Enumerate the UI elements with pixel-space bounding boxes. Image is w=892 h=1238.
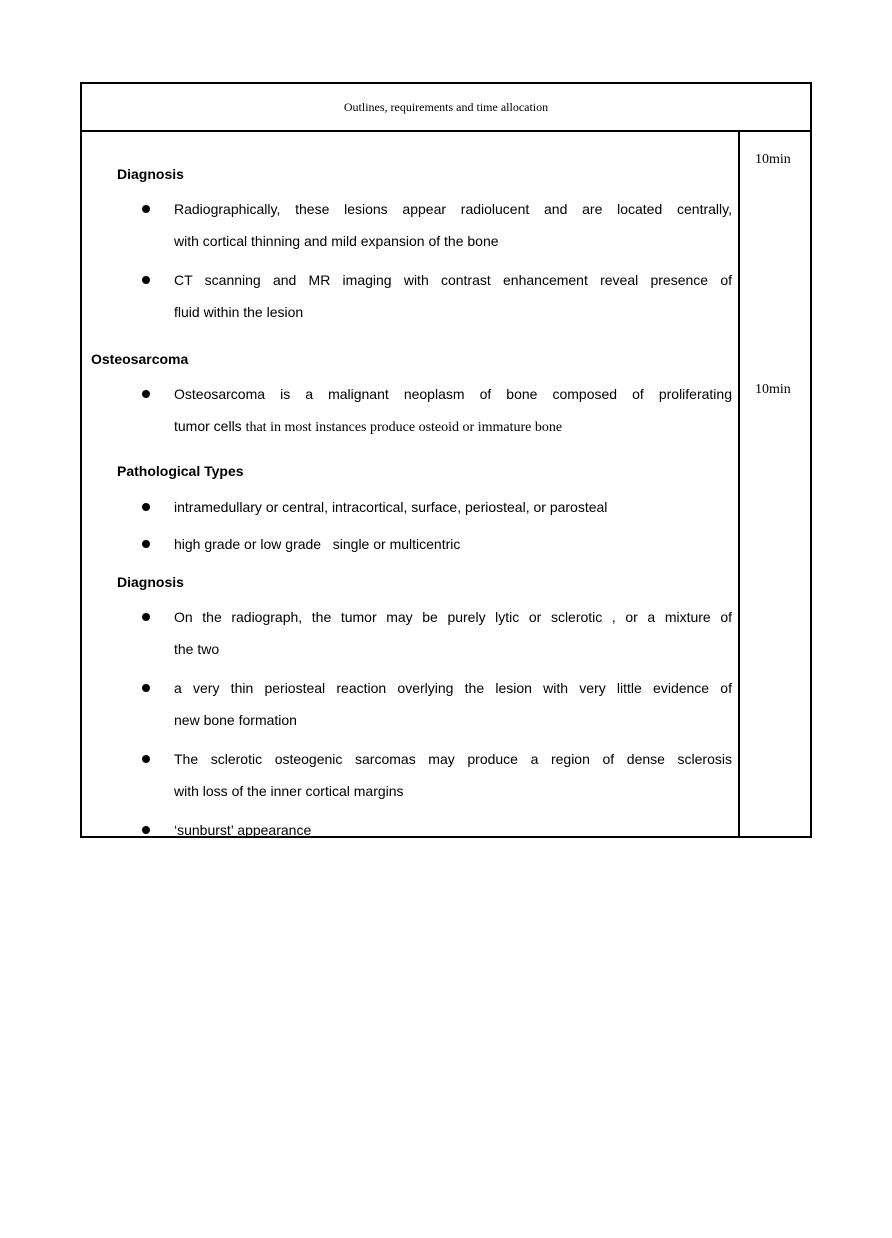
bullet-item: a very thin periosteal reaction overlying the lesion with very little evidence of new bone formation <box>174 680 732 728</box>
time-allocation: 10min <box>755 152 791 167</box>
bullet-marker <box>142 205 150 213</box>
bullet-item: CT scanning and MR imaging with contrast enhancement reveal presence of fluid within the lesion <box>174 272 732 320</box>
bullet-marker <box>142 755 150 763</box>
bullet-item: On the radiograph, the tumor may be purely lytic or sclerotic , or a mixture of the two <box>174 609 732 657</box>
bullet-marker <box>142 276 150 284</box>
time-allocation-column <box>740 132 810 836</box>
outline-content <box>82 132 738 836</box>
heading-osteosarcoma: Osteosarcoma <box>91 351 189 367</box>
table-header <box>82 84 810 132</box>
outline-table <box>80 82 812 838</box>
heading-diagnosis: Diagnosis <box>117 166 184 182</box>
bullet-marker <box>142 503 150 511</box>
table-header-title: Outlines, requirements and time allocation <box>343 99 549 114</box>
bullet-item: Osteosarcoma is a malignant neoplasm of bone composed of proliferating tumor cells that in most instances produce osteoid or immature bone <box>174 386 732 435</box>
bullet-item: high grade or low grade single or multicentric <box>174 536 461 552</box>
bullet-item: The sclerotic osteogenic sarcomas may produce a region of dense sclerosis with loss of the inner cortical margins <box>174 751 732 799</box>
bullet-marker <box>142 613 150 621</box>
bullet-item: intramedullary or central, intracortical, surface, periosteal, or parosteal <box>174 499 608 515</box>
bullet-marker <box>142 390 150 398</box>
time-allocation: 10min <box>755 382 791 397</box>
heading-diagnosis: Diagnosis <box>117 574 184 590</box>
bullet-item: ‘sunburst’ appearance <box>174 822 312 838</box>
bullet-marker <box>142 540 150 548</box>
heading-pathological-types: Pathological Types <box>117 463 244 479</box>
bullet-marker <box>142 826 150 834</box>
bullet-marker <box>142 684 150 692</box>
bullet-item: Radiographically, these lesions appear radiolucent and are located centrally, with cortical thinning and mild expansion of the bone <box>174 201 732 249</box>
